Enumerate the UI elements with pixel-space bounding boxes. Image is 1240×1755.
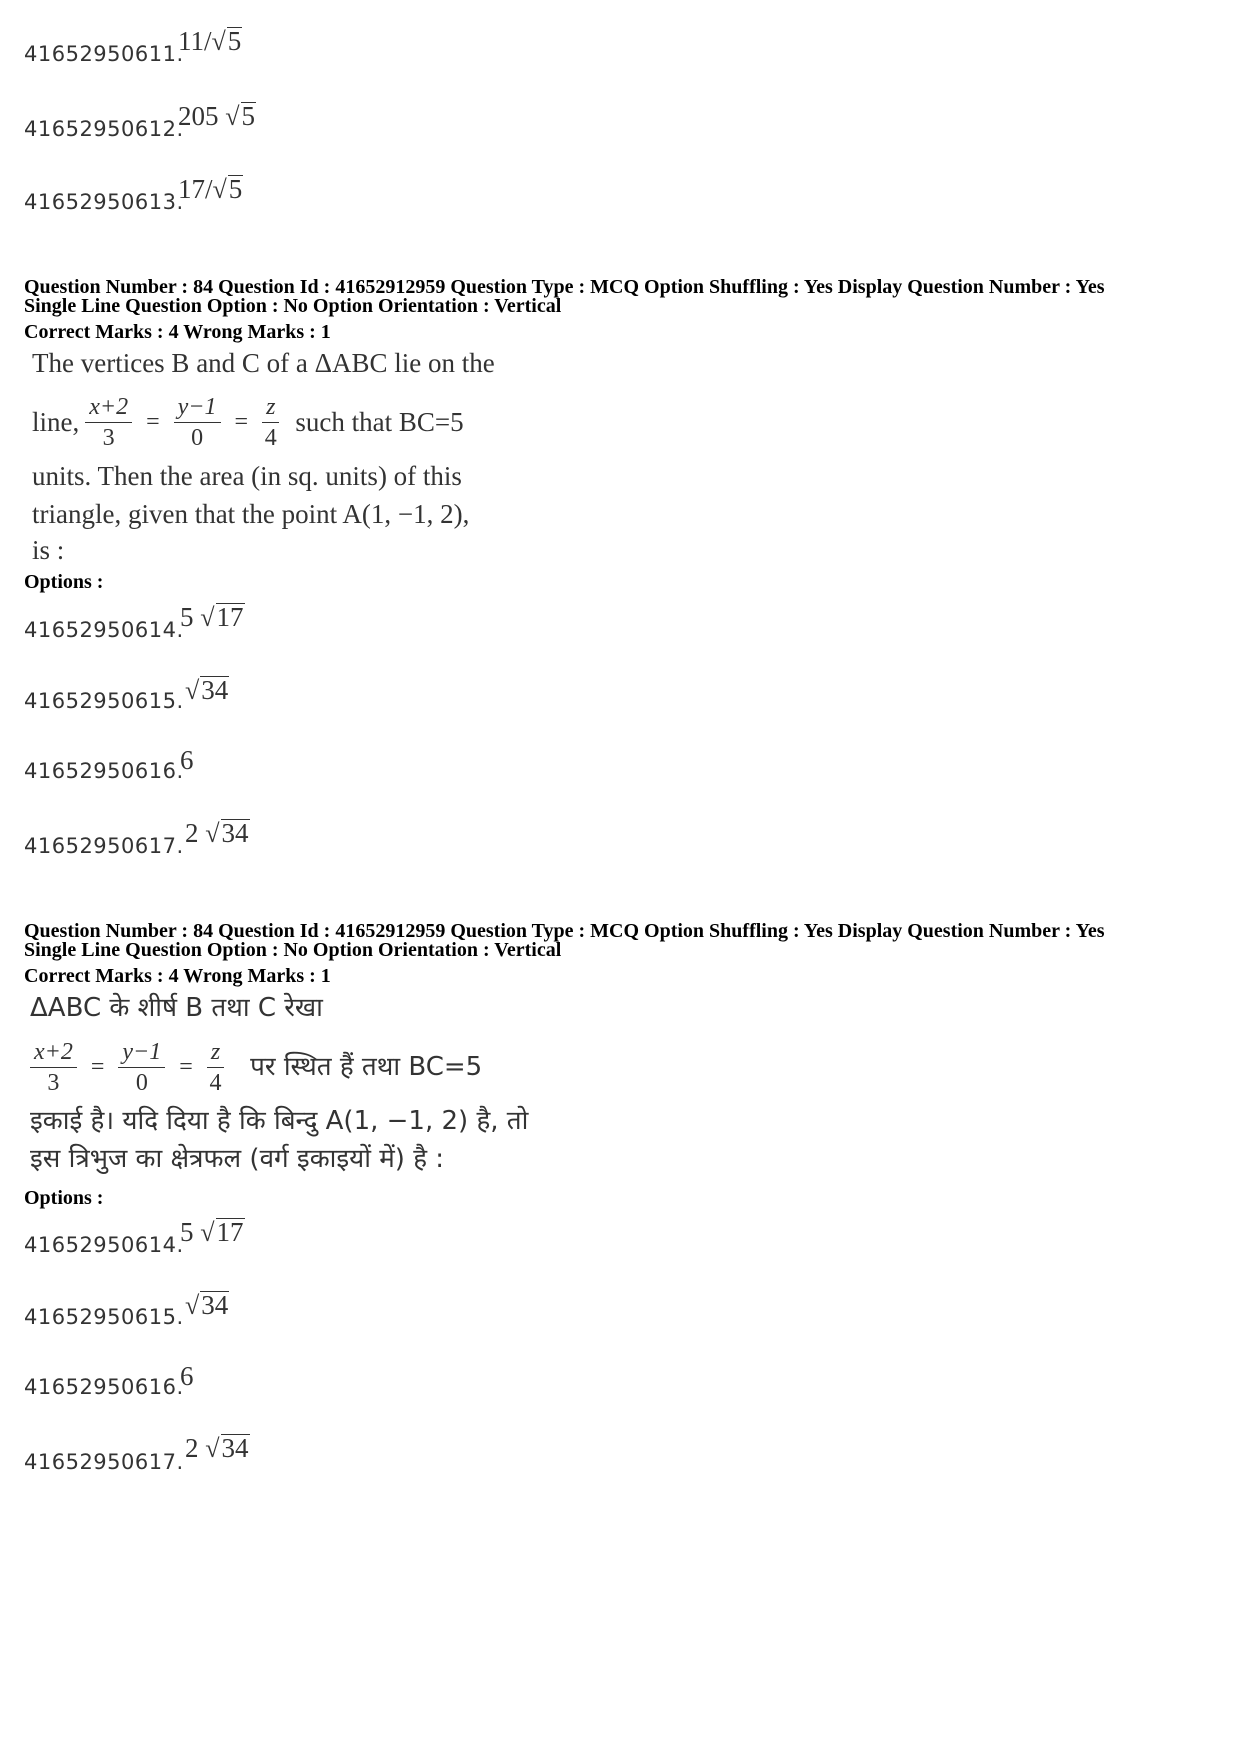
option-value bbox=[180, 602, 245, 633]
question-text: such that BC=5 bbox=[295, 407, 464, 437]
question-text-line: ΔABC के शीर्ष B तथा C रेखा bbox=[30, 993, 323, 1023]
question-marks: Correct Marks : 4 Wrong Marks : 1 bbox=[24, 965, 331, 987]
sqrt-symbol: √ bbox=[200, 603, 215, 632]
question-text-line: triangle, given that the point A(1, −1, 2), bbox=[32, 499, 470, 529]
question-text: पर स्थित हैं तथा BC=5 bbox=[250, 1052, 483, 1082]
sqrt-symbol: √ bbox=[211, 27, 226, 56]
fraction: $\frac{y-1}{0}$ bbox=[174, 392, 221, 453]
option-id: 41652950617. bbox=[24, 1450, 184, 1474]
fraction: $\frac{x+2}{3}$ bbox=[85, 392, 132, 453]
option-value bbox=[178, 101, 256, 132]
option-value bbox=[185, 818, 250, 849]
sqrt-symbol: √ bbox=[205, 1434, 220, 1463]
options-label: Options : bbox=[24, 1187, 104, 1209]
option-coefficient: 2 bbox=[185, 1433, 199, 1463]
fraction: $\frac{x+2}{3}$ bbox=[30, 1037, 77, 1098]
option-radicand: 17 bbox=[216, 1217, 244, 1247]
option-radicand: 34 bbox=[201, 675, 229, 705]
option-radicand: 17 bbox=[216, 602, 244, 632]
question-equation-line: $\frac{x+2}{3}$ = $\frac{y-1}{0}$ = $\frac{z}{4}$ पर स्थित हैं तथा BC=5 bbox=[24, 1032, 482, 1102]
question-text: line, bbox=[32, 407, 80, 437]
question-text-line: इस त्रिभुज का क्षेत्रफल (वर्ग इकाइयों में) है : bbox=[30, 1144, 445, 1174]
fraction: $\frac{y-1}{0}$ bbox=[118, 1037, 165, 1098]
option-radicand: 5 bbox=[241, 101, 256, 131]
option-id: 41652950611. bbox=[24, 42, 184, 66]
question-meta: Question Number : 84 Question Id : 41652912959 Question Type : MCQ Option Shuffling : Yes Display Question Number : Yes bbox=[24, 920, 1105, 942]
option-value bbox=[185, 1433, 250, 1464]
option-radicand: 5 bbox=[227, 26, 242, 56]
option-id: 41652950616. bbox=[24, 759, 184, 783]
option-radicand: 34 bbox=[201, 1290, 229, 1320]
option-radicand: 34 bbox=[221, 818, 249, 848]
option-coefficient: 205 bbox=[178, 101, 219, 131]
option-value bbox=[180, 1217, 245, 1248]
option-coefficient: 11/ bbox=[178, 26, 212, 56]
question-text-line: units. Then the area (in sq. units) of this bbox=[32, 461, 462, 491]
option-id: 41652950615. bbox=[24, 1305, 184, 1329]
option-id: 41652950614. bbox=[24, 1233, 184, 1257]
option-coefficient: 2 bbox=[185, 818, 199, 848]
sqrt-symbol: √ bbox=[185, 1291, 200, 1320]
fraction: $\frac{z}{4}$ bbox=[262, 392, 279, 453]
option-id: 41652950612. bbox=[24, 117, 184, 141]
option-coefficient: 17/ bbox=[178, 174, 213, 204]
question-meta: Single Line Question Option : No Option Orientation : Vertical bbox=[24, 295, 562, 317]
option-coefficient: 5 bbox=[180, 1217, 194, 1247]
option-value bbox=[185, 675, 229, 706]
option-coefficient: 6 bbox=[180, 745, 194, 775]
option-value bbox=[180, 1361, 194, 1392]
option-id: 41652950615. bbox=[24, 689, 184, 713]
option-coefficient: 5 bbox=[180, 602, 194, 632]
question-meta: Question Number : 84 Question Id : 41652912959 Question Type : MCQ Option Shuffling : Yes Display Question Number : Yes bbox=[24, 276, 1105, 298]
question-text-line: The vertices B and C of a ΔABC lie on the bbox=[32, 348, 495, 378]
option-id: 41652950613. bbox=[24, 190, 184, 214]
sqrt-symbol: √ bbox=[225, 102, 240, 131]
question-equation-line: line, $\frac{x+2}{3}$ = $\frac{y-1}{0}$ = $\frac{z}{4}$ such that BC=5 bbox=[32, 393, 464, 451]
option-id: 41652950617. bbox=[24, 834, 184, 858]
option-value bbox=[180, 745, 194, 776]
question-meta: Single Line Question Option : No Option Orientation : Vertical bbox=[24, 939, 562, 961]
fraction: $\frac{z}{4}$ bbox=[207, 1037, 224, 1098]
sqrt-symbol: √ bbox=[205, 819, 220, 848]
option-value bbox=[178, 26, 242, 57]
sqrt-symbol: √ bbox=[185, 676, 200, 705]
sqrt-symbol: √ bbox=[200, 1218, 215, 1247]
option-id: 41652950614. bbox=[24, 618, 184, 642]
option-coefficient: 6 bbox=[180, 1361, 194, 1391]
option-value bbox=[178, 174, 243, 205]
option-radicand: 34 bbox=[221, 1433, 249, 1463]
sqrt-symbol: √ bbox=[212, 175, 227, 204]
question-text-line: is : bbox=[32, 535, 65, 565]
question-marks: Correct Marks : 4 Wrong Marks : 1 bbox=[24, 321, 331, 343]
options-label: Options : bbox=[24, 571, 104, 593]
option-id: 41652950616. bbox=[24, 1375, 184, 1399]
option-radicand: 5 bbox=[228, 174, 243, 204]
question-text-line: इकाई है। यदि दिया है कि बिन्दु A(1, −1, 2) है, तो bbox=[30, 1106, 529, 1136]
option-value bbox=[185, 1290, 229, 1321]
